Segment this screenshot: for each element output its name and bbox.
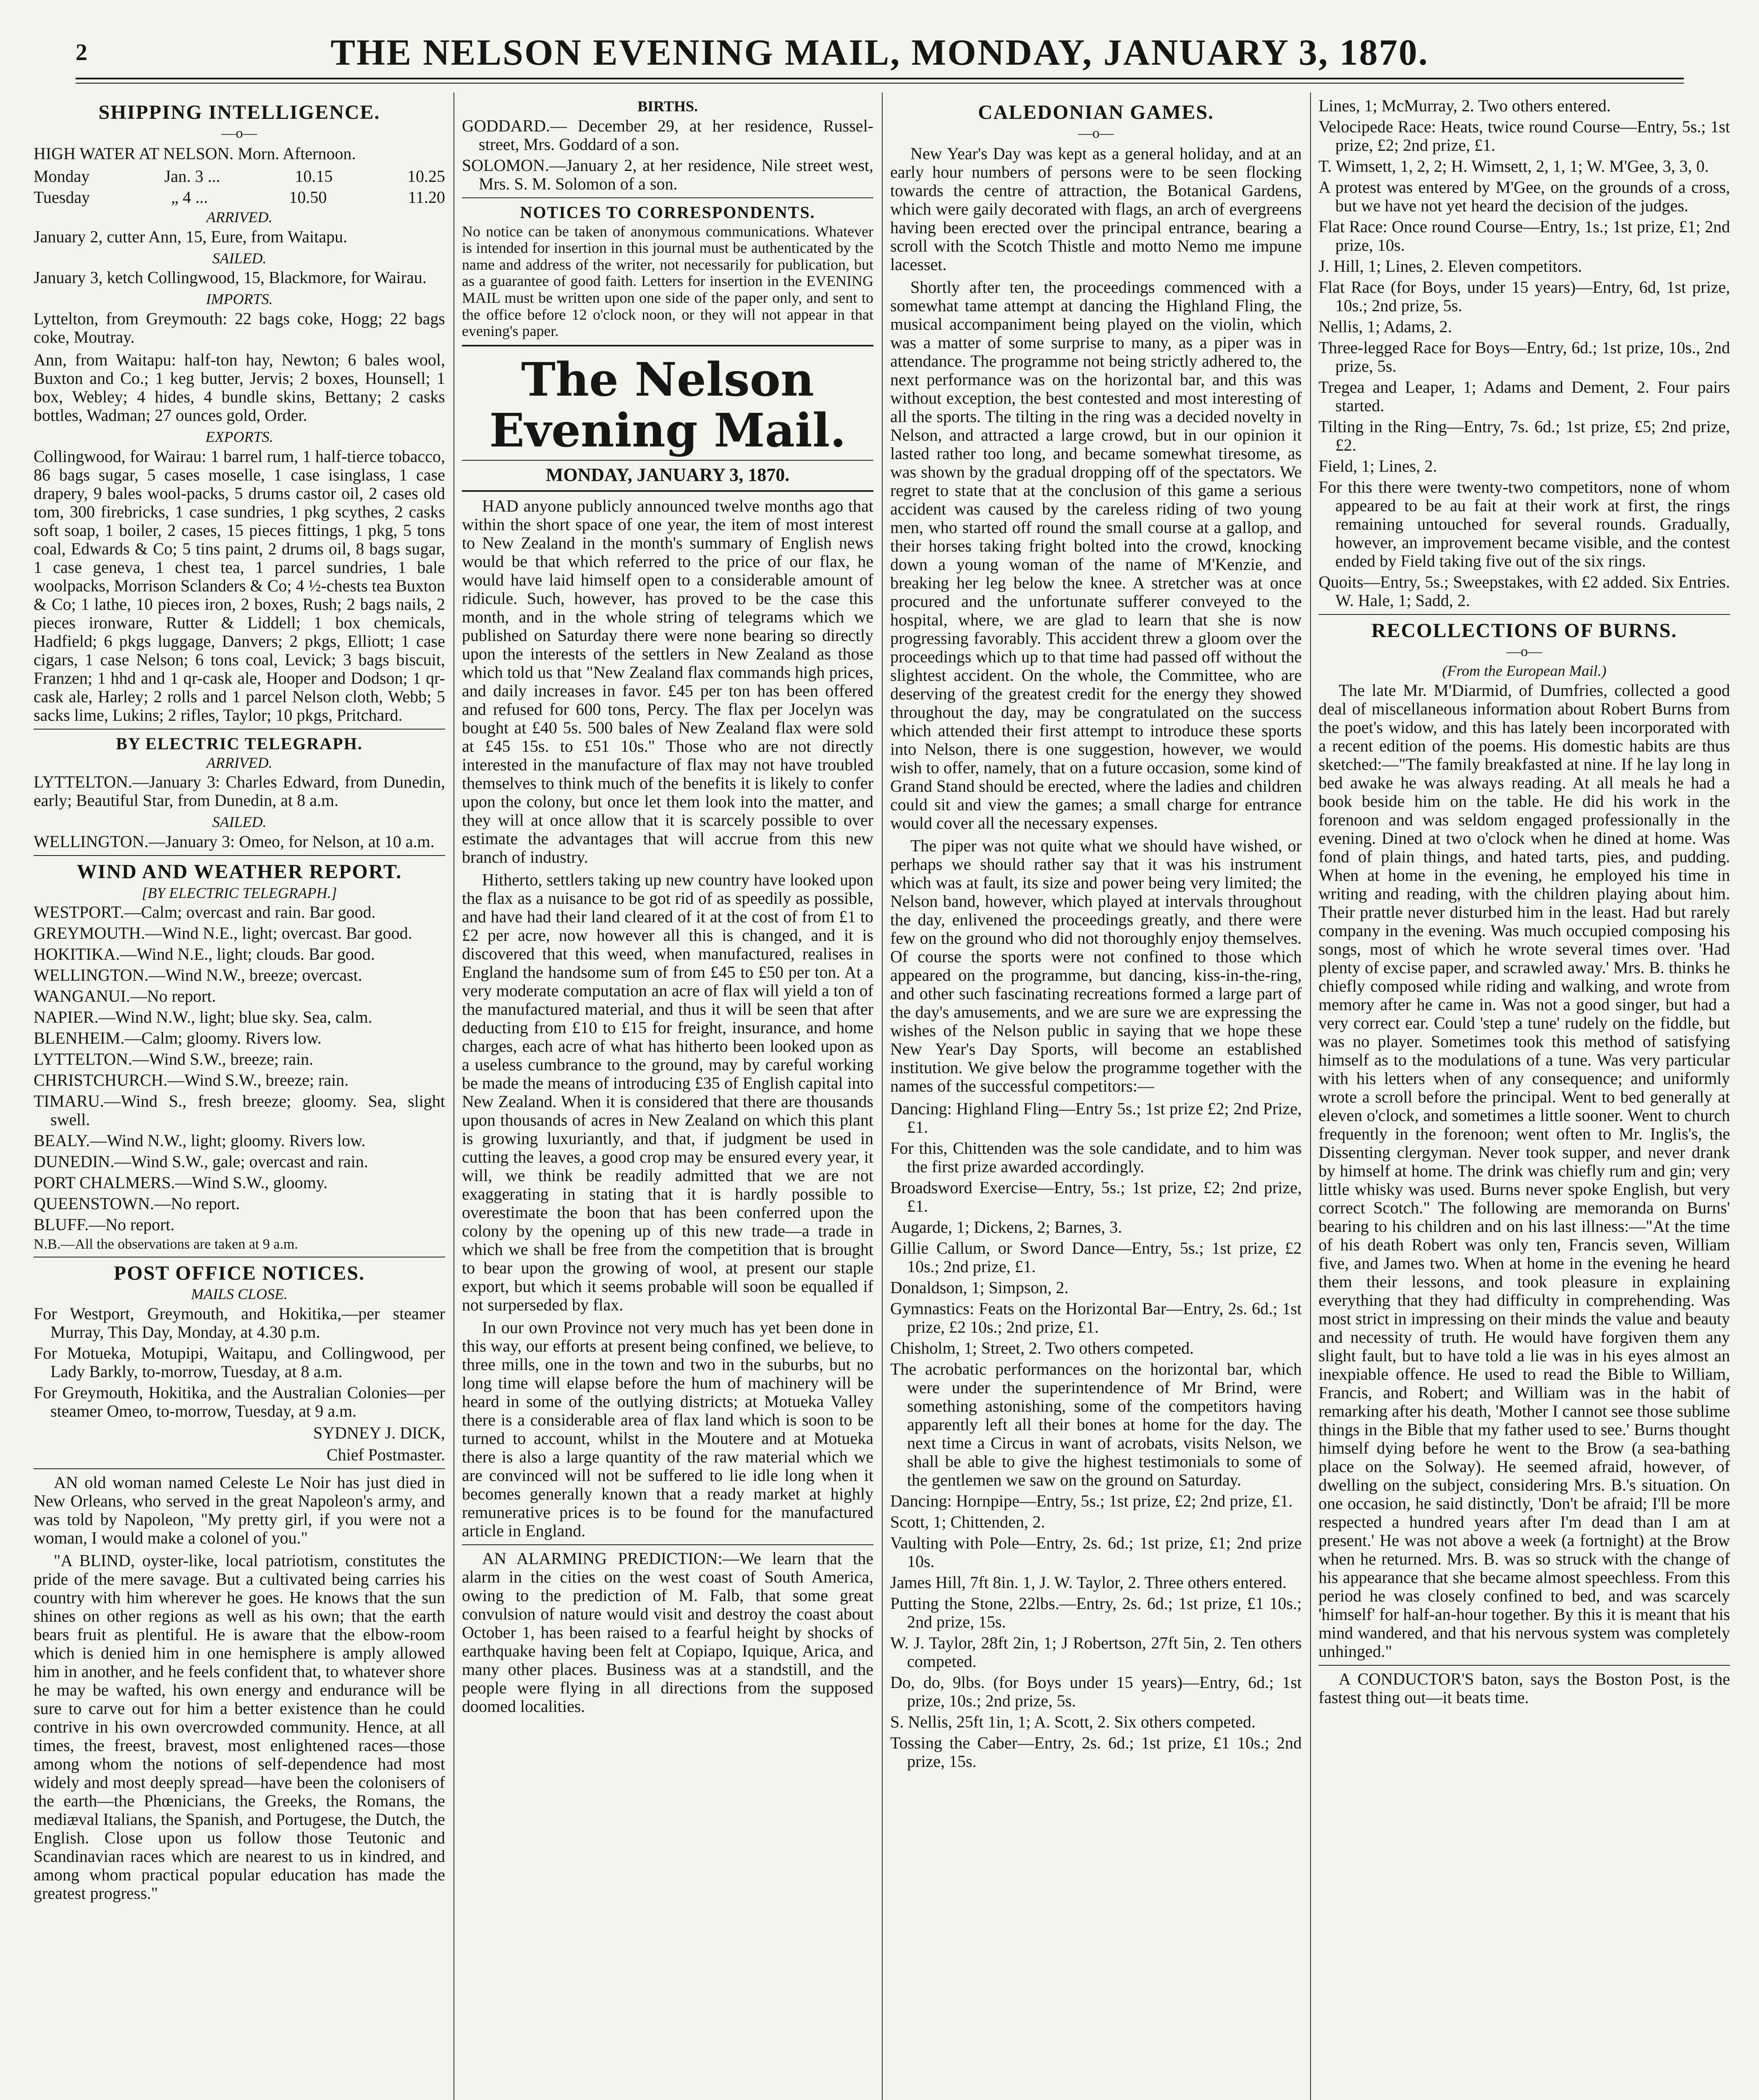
result-entry: Flat Race (for Boys, under 15 years)—Entry, 6d, 1st prize, 10s.; 2nd prize, 5s.: [1319, 278, 1730, 315]
result-entry: Quoits—Entry, 5s.; Sweepstakes, with £2 added. Six Entries. W. Hale, 1; Sadd, 2.: [1319, 572, 1730, 610]
article-paragraph: The piper was not quite what we should have wished, or perhaps we should rather say that it was his instrument which was at fault, its size and power being very limited; the Nelson band, however, which played at intervals throughout the day, enlivened the proceedings greatly, and there were few on the ground who did not thoroughly enjoy themselves. Of course the sports were not confined to those which appeared on the programme, but dancing, kiss-in-the-ring, and other such fascinating recreations formed a large part of the day's amusements, and we are sure we are expressing the wishes of the Nelson public in saying that we hope these New Year's Day Sports, will become an established institution. We give below the programme together with the names of the successful competitors:—: [890, 836, 1302, 1096]
arrived-list: [34, 228, 445, 246]
result-entry: For this there were twenty-two competitors, none of whom appeared to be au fait at their work at first, the rings remaining untouched for several rounds. Gradually, however, an improvement became visible, and the contest ended by Field taking five out of the six rings.: [1319, 478, 1730, 570]
high-water-cell: 11.20: [408, 188, 445, 207]
weather-entry: LYTTELTON.—Wind S.W., breeze; rain.: [34, 1050, 314, 1069]
rule: [462, 345, 873, 346]
imports-list: [34, 310, 445, 425]
article-paragraph: New Year's Day was kept as a general holiday, and at an early hour numbers of persons were to be seen flocking towards the centre of attraction, the Botanical Gardens, which were gaily decorated with flags, an arch of evergreens having been erected over the principal entrance, bearing a scroll with the Scotch Thistle and motto Nemo me impune lacesset.: [890, 144, 1302, 274]
column-3: [890, 97, 1302, 2100]
import-entry: Lyttelton, from Greymouth: 22 bags coke, Hogg; 22 bags coke, Moutray.: [34, 309, 445, 346]
high-water-cell: 10.15: [295, 167, 333, 186]
rule: [1319, 1665, 1730, 1666]
high-water-header: HIGH WATER AT NELSON. Morn. Afternoon.: [34, 144, 356, 163]
result-entry: Gillie Callum, or Sword Dance—Entry, 5s.; 1st prize, £2 10s.; 2nd prize, £1.: [890, 1239, 1302, 1276]
result-entry: Lines, 1; McMurray, 2. Two others entered.: [1319, 97, 1611, 115]
dateline: MONDAY, JANUARY 3, 1870.: [545, 464, 790, 485]
import-entry: Ann, from Waitapu: half-ton hay, Newton; 6 bales wool, Buxton and Co.; 1 keg butter, Jervis; 2 boxes, Hounsell; 1 box, Webley; 4 hides, 4 bundle skins, Bettany; 2 casks bottles, Wadman; 27 ounces gold, Order.: [34, 350, 445, 425]
weather-title: WIND AND WEATHER REPORT.: [76, 860, 402, 883]
result-entry: Augarde, 1; Dickens, 2; Barnes, 3.: [890, 1218, 1122, 1237]
birth-entry: SOLOMON.—January 2, at her residence, Nile street west, Mrs. S. M. Solomon of a son.: [462, 155, 873, 193]
telegraph-title: BY ELECTRIC TELEGRAPH.: [116, 734, 363, 753]
prediction-article: AN ALARMING PREDICTION:—We learn that the alarm in the cities on the west coast of South America, owing to the prediction of M. Falb, that some great convulsion of nature would visit and destroy the coast about October 1, has been raised to a fearful height by shocks of earthquake having been felt at Copiapo, Iquique, Arica, and many other places. Business was at a standstill, and the people were flying in all directions from the supposed doomed localities.: [462, 1549, 873, 1716]
imports-title: IMPORTS.: [206, 291, 273, 308]
head-rule-thin: [76, 83, 1684, 84]
result-entry: Velocipede Race: Heats, twice round Course—Entry, 5s.; 1st prize, £2; 2nd prize, £1.: [1319, 117, 1730, 155]
result-entry: T. Wimsett, 1, 2, 2; H. Wimsett, 2, 1, 1; W. M'Gee, 3, 3, 0.: [1319, 157, 1709, 176]
paper-name: The Nelson Evening Mail.: [489, 352, 846, 457]
result-entry: Broadsword Exercise—Entry, 5s.; 1st prize, £2; 2nd prize, £1.: [890, 1178, 1302, 1216]
births-list: [462, 117, 873, 193]
result-entry: James Hill, 7ft 8in. 1, J. W. Taylor, 2. Three others entered.: [890, 1573, 1287, 1592]
rule: [34, 729, 445, 730]
weather-sub: [BY ELECTRIC TELEGRAPH.]: [142, 884, 337, 901]
telegraph-arrived-title: ARRIVED.: [206, 754, 273, 771]
sailed-title: SAILED.: [212, 249, 267, 267]
column-2: [462, 97, 873, 2100]
result-entry: Three-legged Race for Boys—Entry, 6d.; 1st prize, 10s., 2nd prize, 5s.: [1319, 338, 1730, 375]
post-title: POST OFFICE NOTICES.: [114, 1262, 365, 1284]
caledonian-title: CALEDONIAN GAMES.: [978, 101, 1214, 123]
high-water-cell: 10.25: [407, 167, 445, 186]
result-entry: For this, Chittenden was the sole candidate, and to him was the first prize awarded accordingly.: [890, 1139, 1302, 1176]
post-signature-title: Chief Postmaster.: [326, 1445, 445, 1464]
mail-entry: For Motueka, Motupipi, Waitapu, and Collingwood, per Lady Barkly, to-morrow, Tuesday, at 8 a.m.: [34, 1343, 445, 1381]
weather-entry: DUNEDIN.—Wind S.W., gale; overcast and rain.: [34, 1152, 368, 1171]
arrival-entry: January 2, cutter Ann, 15, Eure, from Waitapu.: [34, 227, 347, 246]
telegraph-sailed-title: SAILED.: [212, 814, 267, 831]
column-divider: [882, 92, 883, 2100]
result-entry: Do, do, 9lbs. (for Boys under 15 years)—Entry, 6d.; 1st prize, 10s.; 2nd prize, 5s.: [890, 1673, 1302, 1711]
weather-entry: BEALY.—Wind N.W., light; gloomy. Rivers low.: [34, 1131, 366, 1150]
conductor-item: A CONDUCTOR'S baton, says the Boston Post, is the fastest thing out—it beats time.: [1319, 1669, 1730, 1707]
post-signature: SYDNEY J. DICK,: [313, 1423, 445, 1442]
weather-entry: PORT CHALMERS.—Wind S.W., gloomy.: [34, 1173, 328, 1192]
result-entry: Flat Race: Once round Course—Entry, 1s.; 1st prize, £1; 2nd prize, 10s.: [1319, 217, 1730, 255]
weather-entry: GREYMOUTH.—Wind N.E., light; overcast. Bar good.: [34, 924, 412, 943]
caledonian-results: [890, 1100, 1302, 1771]
weather-entry: BLUFF.—No report.: [34, 1215, 175, 1234]
arrived-title: ARRIVED.: [206, 209, 273, 226]
separator: —o—: [1078, 125, 1114, 141]
sailing-entry: January 3, ketch Collingwood, 15, Blackmore, for Wairau.: [34, 268, 427, 287]
weather-entry: HOKITIKA.—Wind N.E., light; clouds. Bar good.: [34, 945, 375, 964]
shipping-title: SHIPPING INTELLIGENCE.: [98, 101, 380, 123]
result-entry: Nellis, 1; Adams, 2.: [1319, 317, 1452, 336]
rule: [1319, 614, 1730, 615]
result-entry: Gymnastics: Feats on the Horizontal Bar—Entry, 2s. 6d.; 1st prize, £2 10s.; 2nd prize, £1.: [890, 1299, 1302, 1337]
result-entry: Tilting in the Ring—Entry, 7s. 6d.; 1st prize, £5; 2nd prize, £2.: [1319, 417, 1730, 454]
weather-entry: WELLINGTON.—Wind N.W., breeze; overcast.: [34, 966, 362, 985]
result-entry: J. Hill, 1; Lines, 2. Eleven competitors.: [1319, 257, 1582, 276]
rule: [462, 490, 873, 492]
weather-entry: QUEENSTOWN.—No report.: [34, 1194, 240, 1213]
column-divider: [1310, 92, 1311, 2100]
head-rule: [76, 78, 1684, 79]
masthead-title: THE NELSON EVENING MAIL, MONDAY, JANUARY 3, 1870.: [330, 32, 1429, 73]
result-entry: Tossing the Caber—Entry, 2s. 6d.; 1st prize, £1 10s.; 2nd prize, 15s.: [890, 1733, 1302, 1771]
result-entry: A protest was entered by M'Gee, on the grounds of a cross, but we have not yet heard the decision of the judges.: [1319, 178, 1730, 215]
birth-entry: GODDARD.— December 29, at her residence, Russel-street, Mrs. Goddard of a son.: [462, 116, 873, 154]
post-list: [34, 1305, 445, 1420]
result-entry: Tregea and Leaper, 1; Adams and Dement, 2. Four pairs started.: [1319, 378, 1730, 415]
editorial: [462, 497, 873, 1540]
result-entry: W. J. Taylor, 28ft 2in, 1; J Robertson, 27ft 5in, 2. Ten others competed.: [890, 1633, 1302, 1671]
weather-note: N.B.—All the observations are taken at 9 a.m.: [34, 1236, 298, 1252]
high-water-row: [34, 188, 445, 207]
story-list: [34, 1473, 445, 1903]
weather-entry: BLENHEIM.—Calm; gloomy. Rivers low.: [34, 1029, 322, 1048]
burns-source: (From the European Mail.): [1442, 662, 1607, 680]
exports-title: EXPORTS.: [205, 428, 273, 445]
weather-entry: TIMARU.—Wind S., fresh breeze; gloomy. Sea, slight swell.: [34, 1092, 445, 1129]
result-entry: Dancing: Hornpipe—Entry, 5s.; 1st prize, £2; 2nd prize, £1.: [890, 1491, 1293, 1511]
rule: [462, 197, 873, 198]
telegraph-arrived: LYTTELTON.—January 3: Charles Edward, from Dunedin, early; Beautiful Star, from Dunedin, at 8 a.m.: [34, 772, 445, 810]
story-paragraph: "A BLIND, oyster-like, local patriotism, constitutes the pride of the mere savage. But a cultivated being carries his country with him wherever he goes. He knows that the sun shines on other regions as well as his own; that the earth bears fruit as plentiful. He is aware that the elbow-room which is denied him in one hemisphere is amply allowed him in another, and he feels confident that, to whatever shore he may be wafted, his own energy and endurance will be sure to carve out for him a better existence than he could contrive in his own overcrowded community. Hence, at all times, the freest, bravest, most enlightened races—those among whom the notions of self-dependence had most widely and most deeply spread—have been the colonisers of the earth—the Phœnicians, the Greeks, the Romans, the mediæval Italians, the Spanish, and Portugese, the Dutch, the English. Close upon us follow those Teutonic and Scandinavian races which are nearest to us in kindred, and among whom practical popular education has made the greatest progress.": [34, 1551, 445, 1903]
high-water-cell: Tuesday: [34, 188, 90, 207]
high-water-cell: Jan. 3 ...: [164, 167, 220, 186]
burns-title: RECOLLECTIONS OF BURNS.: [1371, 620, 1678, 642]
editorial-paragraph: Hitherto, settlers taking up new country have looked upon the flax as a nuisance to be got rid of as speedily as possible, and have had their land cleared of it at the cost of from £1 to £2 per acre, now however all this is changed, and it is discovered that this weed, when manufactured, realises in England the handsome sum of from £45 to £50 per ton. At a very moderate computation an acre of flax will yield a ton of the manufactured material, and thus it will be seen that after deducting from £10 to £15 for freight, insurance, and home charges, each acre of what has hitherto been looked upon as a useless cumbrance to the ground, may by careful working be made the means of introducing £35 of English capital into New Zealand. When it is considered that there are thousands upon thousands of acres in New Zealand on which this plant is growing luxuriantly, and that, if judgment be used in cutting the leaves, a good crop may be ensured every year, it will, we think be readily admitted that we are not exaggerating in stating that it is hardly possible to overestimate the boon that has been conferred upon the colony by the opening up of this new trade—a trade in which we shall be free from the competition that is brought to bear upon the growing of wool, at present our staple export, but which it seems probable will soon be equalled if not surperseded by flax.: [462, 870, 873, 1315]
column-4: [1319, 97, 1730, 2100]
weather-entry: WANGANUI.—No report.: [34, 987, 216, 1006]
mail-entry: For Greymouth, Hokitika, and the Australian Colonies—per steamer Omeo, to-morrow, Tuesday, at 9 a.m.: [34, 1383, 445, 1420]
rule: [34, 1468, 445, 1469]
weather-entry: WESTPORT.—Calm; overcast and rain. Bar good.: [34, 903, 376, 922]
high-water-cell: 10.50: [289, 188, 327, 207]
rule: [462, 1544, 873, 1545]
high-water-table: [34, 167, 445, 207]
result-entry: Putting the Stone, 22lbs.—Entry, 2s. 6d.; 1st prize, £1 10s.; 2nd prize, 15s.: [890, 1594, 1302, 1632]
notices-text: No notice can be taken of anonymous communications. Whatever is intended for insertion in this journal must be authenticated by the name and address of the writer, not necessarily for publication, but as a guarantee of good faith. Letters for insertion in the EVENING MAIL must be written upon one side of the paper only, and sent to the office before 12 o'clock noon, or they will not appear in that evening's paper.: [462, 223, 873, 340]
result-entry: Donaldson, 1; Simpson, 2.: [890, 1278, 1069, 1297]
editorial-paragraph: HAD anyone publicly announced twelve months ago that within the short space of one year, the item of most interest to New Zealand in the month's summary of English news would be that which referred to the price of our flax, he would have laid himself open to a considerable amount of ridicule. Such, however, has proved to be the case this month, and in the whole string of telegrams which we published on Saturday there were none bearing so directly upon the interests of the settlers in New Zealand as those which told us that "New Zealand flax commands high prices, and daily increases in favor. £45 per ton has been offered and refused for 600 tons, Percy. The flax per Jocelyn was bought at £40 5s. 500 bales of New Zealand flax were sold at £45 15s. to £51 10s." Those who are not directly interested in the manufacture of flax may not have troubled themselves to think much of the benefits it is likely to confer upon the colony, but once let them look into the matter, and they will at once allow that it is scarcely possible to over estimate the advantages that will accrue from this new branch of industry.: [462, 496, 873, 867]
telegraph-sailed: WELLINGTON.—January 3: Omeo, for Nelson, at 10 a.m.: [34, 832, 435, 851]
separator: —o—: [221, 125, 257, 141]
column-1: [34, 97, 445, 2100]
exports-list: [34, 447, 445, 724]
result-entry: Scott, 1; Chittenden, 2.: [890, 1512, 1045, 1532]
post-sub: MAILS CLOSE.: [191, 1286, 288, 1303]
high-water-cell: „ 4 ...: [171, 188, 208, 207]
weather-entry: CHRISTCHURCH.—Wind S.W., breeze; rain.: [34, 1071, 349, 1090]
caledonian-article: [890, 144, 1302, 1095]
editorial-paragraph: In our own Province not very much has yet been done in this way, our efforts at present being confined, we believe, to three mills, one in the town and two in the suburbs, but no long time will elapse before the hum of machinery will be heard in some of the outlying districts; at Motueka Valley there is a considerable area of flax land which is soon to be turned to account, whilst in the Moutere and at Motueka there is also a large quantity of the raw material which we are convinced will not be suffered to lie idle long when it becomes generally known that a ready market at highly remunerative prices is to be found for the manufactured article in England.: [462, 1318, 873, 1541]
export-entry: Collingwood, for Wairau: 1 barrel rum, 1 half-tierce tobacco, 86 bags sugar, 5 cases moselle, 1 case isinglass, 1 case drapery, 9 bales wool-packs, 5 drums castor oil, 2 cases old tom, 300 firebricks, 1 case sundries, 1 pkg scythes, 2 casks soft soap, 1 boiler, 2 cases, 15 pieces fittings, 1 pkg, 5 tons coal, Edwards & Co; 5 tins paint, 2 drums oil, 8 bags sugar, 1 case geneva, 1 chest tea, 1 parcel sundries, 1 bale woolpacks, Morrison Sclanders & Co; 4 ½-chests tea Buxton & Co; 1 lathe, 10 pieces iron, 2 boxes, Rush; 2 bags nails, 2 pieces ironware, Rutter & Liddell; 1 box chemicals, Hadfield; 6 pkgs luggage, Danvers; 2 pkgs, Elliott; 1 case cigars, 1 case Nelson; 6 tons coal, Levick; 3 bags biscuit, Franzen; 1 hhd and 1 qr-cask ale, Hooper and Dodson; 1 qr-cask ale, Harley; 2 rolls and 1 parcel Nelson cloth, Webb; 5 sacks lime, Lukins; 2 rifles, Taylor; 10 pkgs, Pritchard.: [34, 446, 445, 724]
weather-list: [34, 903, 445, 1234]
result-entry: S. Nellis, 25ft 1in, 1; A. Scott, 2. Six others competed.: [890, 1712, 1256, 1732]
separator: —o—: [1506, 643, 1542, 659]
births-title: BIRTHS.: [637, 98, 698, 115]
page-number: 2: [76, 39, 87, 66]
story-paragraph: AN old woman named Celeste Le Noir has just died in New Orleans, who served in the great Napoleon's army, and was told by Napoleon, "My pretty girl, if you were not a woman, I would make a colonel of you.": [34, 1473, 445, 1547]
weather-entry: NAPIER.—Wind N.W., light; blue sky. Sea, calm.: [34, 1008, 372, 1027]
mail-entry: For Westport, Greymouth, and Hokitika,—per steamer Murray, This Day, Monday, at 4.30 p.m.: [34, 1304, 445, 1341]
burns-article: The late Mr. M'Diarmid, of Dumfries, collected a good deal of miscellaneous information about Robert Burns from the poet's widow, and this has lately been incorporated with a recent edition of the poems. His domestic habits are thus sketched:—"The family breakfasted at nine. If he lay long in bed awake he was always reading. At all meals he had a book beside him on the table. He did his work in the forenoon and was seldom engaged professionally in the evening. Dined at two o'clock when he dined at home. Was fond of plain things, and hated tarts, pies, and pudding. When at home in the evening, he employed his time in writing and reading, with the children playing about him. Their prattle never disturbed him in the least. Had but rarely company in the evening. Was much occupied composing his songs, most of which he wrote several times over. 'Had plenty of excise paper, and scrawled away.' Mrs. B. thinks he chiefly composed while riding and walking, and wrote from memory after he came in. Was not a good singer, but had a very correct ear. Could 'step a tune' rudely on the fiddle, but was no player. Sometimes took this method of satisfying himself as to the modulations of a tune. Was very particular with his letters when of any consequence; and uniformly wrote a scroll before the principal. Went to bed generally at eleven o'clock, and sometimes a little sooner. Went to church frequently in the forenoon; went often to Mr. Inglis's, the Dissenting clergyman. Never took supper, and never drank by himself at home. The drink was chiefly rum and gin; very little whisky was used. Burns never spoke English, but very correct Scotch." The following are memoranda on Burns' bearing to his children and on his last illness:—"At the time of his death Robert was only ten, Francis seven, William five, and James two. When at home in the evening he heard them their lessons, and took pleasure in explaining everything that they had difficulty in comprehending. Was most strict in impressing on their minds the value and beauty and necessity of truth. He would have forgiven them any slight fault, but to have told a lie was in his eyes almost an inexpiable offence. He used to read the Bible to William, Francis, and Robert; and William was in the habit of remarking after his death, 'Mother I cannot see those sublime things in the Bible that my father used to see.' Burns thought himself dying before he went to the Brow (a sea-bathing place on the Solway). He seemed afraid, however, of dwelling on the subject, considering Mrs. B.'s situation. On one occasion, he said distinctly, 'Don't be afraid; I'll be more respected a hundred years after I'm dead than I am at present.' He was not above a week (a fortnight) at the Brow when he returned. Mrs. B. was so struck with the change of his appearance that she became almost speechless. From this period he was closely confined to bed, and was scarcely 'himself' for half-an-hour together. By this it is meant that his mind wandered, and that his nervous system was completely unhinged.": [1319, 680, 1730, 1661]
results-continued: [1319, 97, 1730, 610]
result-entry: Dancing: Highland Fling—Entry 5s.; 1st prize £2; 2nd Prize, £1.: [890, 1099, 1302, 1137]
masthead: [76, 29, 1684, 76]
rule: [34, 855, 445, 856]
high-water-row: [34, 167, 445, 186]
result-entry: Chisholm, 1; Street, 2. Two others competed.: [890, 1339, 1194, 1358]
result-entry: Field, 1; Lines, 2.: [1319, 457, 1437, 475]
result-entry: Vaulting with Pole—Entry, 2s. 6d.; 1st prize, £1; 2nd prize 10s.: [890, 1533, 1302, 1571]
notices-title: NOTICES TO CORRESPONDENTS.: [520, 202, 815, 222]
high-water-cell: Monday: [34, 167, 90, 186]
rule: [462, 460, 873, 461]
article-paragraph: Shortly after ten, the proceedings commenced with a somewhat tame attempt at dancing the Highland Fling, the musical accompaniment being played on the violin, which was a matter of some surprise to many, as a piper was in attendance. The programme not being strictly adhered to, the next performance was on the horizontal bar, and this was without exception, the best contested and most interesting of all the sports. The tilting in the ring was a decided novelty in Nelson, and attracted a large crowd, but in our opinion it lasted rather too long, and became somewhat tiresome, as was shown by the gradual dropping off of the spectators. We regret to state that at the conclusion of this game a serious accident was caused by the careless riding of two young men, who started off round the small course at a gallop, and their horses taking fright bolted into the crowd, knocking down a young woman of the name of M'Kenzie, and breaking her leg below the knee. A stretcher was at once procured and the unfortunate sufferer conveyed to the hospital, where, we are glad to learn that she is now progressing favorably. This accident threw a gloom over the proceedings which up to that time had passed off without the slightest accident. On the whole, the Committee, who are deserving of the greatest credit for the energy they showed throughout the day, may be congratulated on the success which attended their first attempt to introduce these sports into Nelson, there is one suggestion, however, we would wish to offer, namely, that on a future occasion, some kind of Grand Stand should be erected, where the ladies and children could sit and view the games; a small charge for entrance would cover all the necessary expenses.: [890, 278, 1302, 833]
result-entry: The acrobatic performances on the horizontal bar, which were under the superintendence of Mr Brind, were something astonishing, some of the competitors having apparently left all their bones at home for the day. The next time a Circus in want of acrobats, visits Nelson, we shall be able to give the highest testimonials to some of the gentlemen we saw on the ground on Saturday.: [890, 1360, 1302, 1490]
sailed-list: [34, 268, 445, 287]
